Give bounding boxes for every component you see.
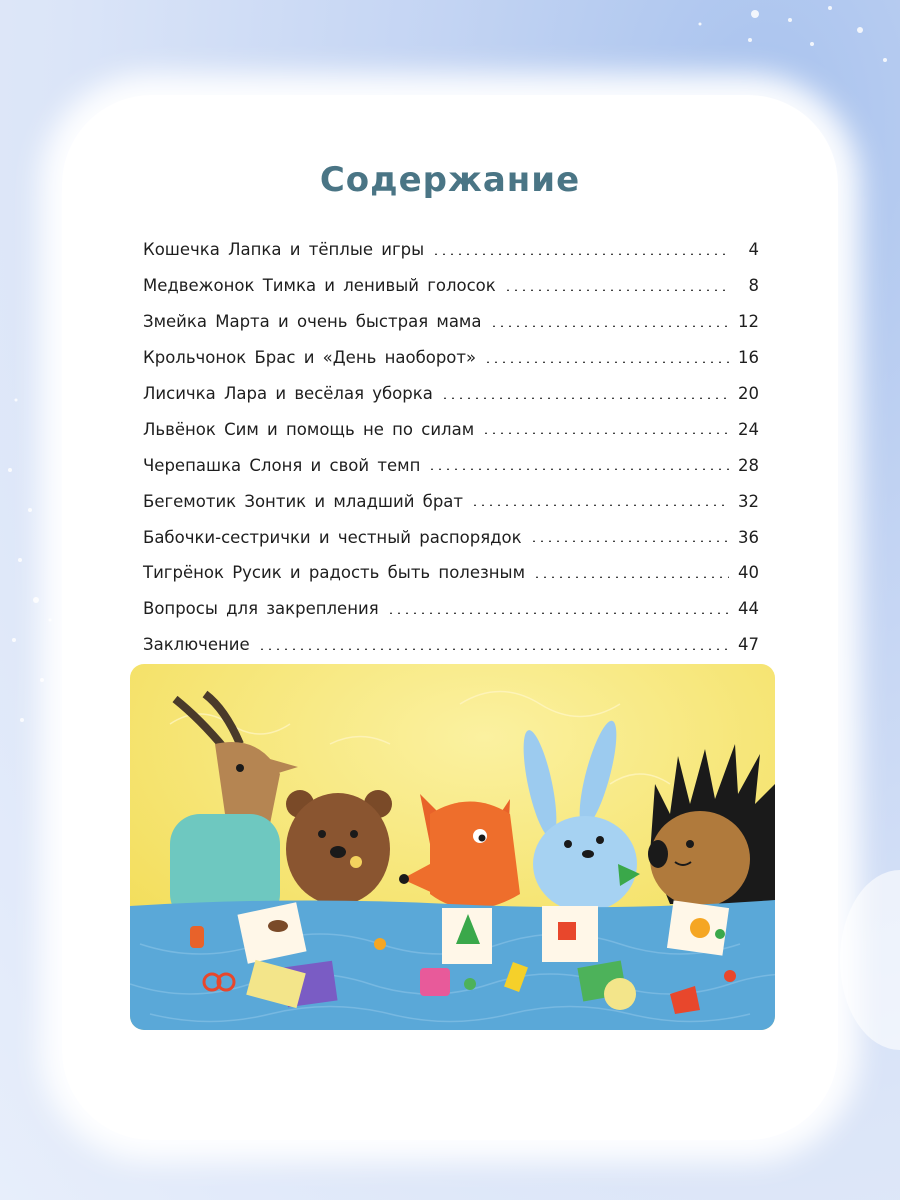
toc-dot-leader <box>428 468 729 470</box>
toc-entry[interactable] <box>143 627 759 663</box>
toc-entry-title: Лисичка Лара и весёлая уборка <box>143 384 433 403</box>
toc-entry[interactable] <box>143 447 759 483</box>
toc-page-number: 8 <box>748 276 759 296</box>
toc-entry-title: Медвежонок Тимка и ленивый голосок <box>143 276 496 296</box>
toc-dot-leader <box>432 253 729 255</box>
toc-entry-title: Тигрёнок Русик и радость быть полезным <box>143 563 526 583</box>
toc-page-number: 36 <box>738 527 759 547</box>
toc-entry[interactable] <box>143 411 759 447</box>
toc-entry[interactable] <box>143 376 759 412</box>
toc-page-number: 28 <box>738 455 759 475</box>
toc-page-number: 4 <box>748 240 759 260</box>
toc-page-number: 12 <box>738 312 759 332</box>
toc-dot-leader <box>258 648 729 650</box>
toc-entry-title: Вопросы для закрепления <box>143 599 379 619</box>
toc-page-number: 47 <box>738 635 759 655</box>
toc-entry[interactable] <box>143 304 759 340</box>
toc-entry-title: Бегемотик Зонтик и младший брат <box>143 491 464 511</box>
toc-dot-leader <box>533 576 729 578</box>
toc-entry[interactable] <box>143 519 759 555</box>
toc-entry[interactable] <box>143 483 759 519</box>
animals-crafting-picture <box>130 664 775 1030</box>
toc-entry-title: Змейка Марта и очень быстрая мама <box>143 312 482 332</box>
toc-dot-leader <box>387 612 729 614</box>
illustration <box>130 664 775 1030</box>
toc-entry-title: Черепашка Слоня и свой темп <box>143 455 421 475</box>
toc-page-number: 32 <box>738 491 759 511</box>
toc-page-number: 16 <box>738 348 759 368</box>
toc-page-number: 40 <box>738 563 759 583</box>
toc-dot-leader <box>441 397 729 399</box>
toc-entry-title: Кошечка Лапка и тёплые игры <box>143 240 425 260</box>
toc-entry-title: Заключение <box>143 635 250 655</box>
page-title: Содержание <box>319 160 581 200</box>
toc-dot-leader <box>482 432 729 434</box>
table-of-contents <box>143 232 759 663</box>
toc-entry-title: Бабочки-сестрички и честный распорядок <box>143 527 522 547</box>
toc-dot-leader <box>530 540 729 542</box>
toc-dot-leader <box>471 504 729 506</box>
toc-entry-title: Львёнок Сим и помощь не по силам <box>143 419 475 439</box>
toc-dot-leader <box>484 361 729 363</box>
toc-entry[interactable] <box>143 555 759 591</box>
toc-dot-leader <box>490 325 730 327</box>
toc-dot-leader <box>504 289 729 291</box>
toc-page-number: 20 <box>738 384 759 403</box>
toc-entry[interactable] <box>143 268 759 304</box>
toc-entry[interactable] <box>143 340 759 376</box>
toc-page-number: 24 <box>738 419 759 439</box>
toc-page-number: 44 <box>738 599 759 619</box>
toc-entry[interactable] <box>143 232 759 268</box>
toc-entry-title: Крольчонок Брас и «День наоборот» <box>143 348 477 368</box>
toc-entry[interactable] <box>143 591 759 627</box>
